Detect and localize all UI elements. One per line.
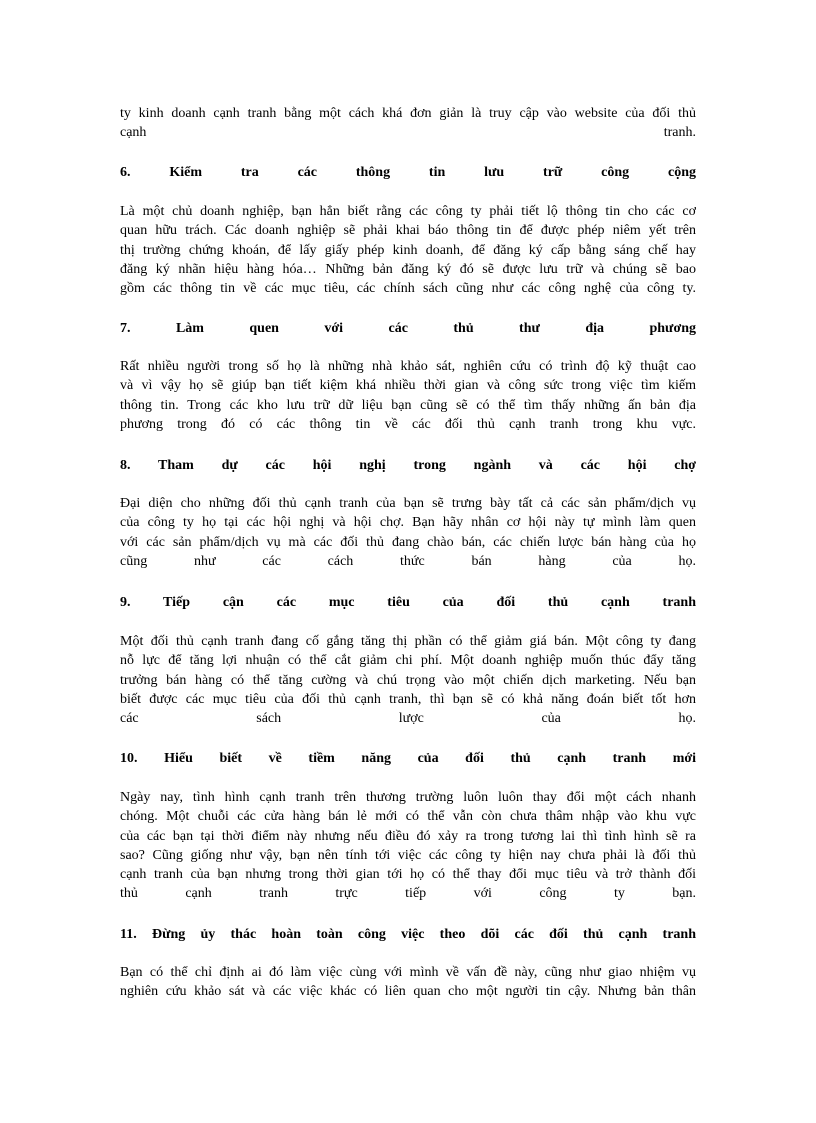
paragraph-line: Ngày nay, tình hình cạnh tranh trên thương trường luôn luôn thay đổi một cách nhanh (120, 790, 696, 805)
section-heading-7: 7. Làm quen với các thủ thư địa phương (120, 321, 696, 336)
paragraph-line: biết được các mục tiêu của đối thủ cạnh tranh, thì bạn sẽ có khả năng đoán biết tốt hơn (120, 691, 696, 707)
paragraph-line: với các sản phẩm/dịch vụ mà các đối thủ đang chào bán, các chiến lược bán hàng của họ (120, 534, 696, 550)
paragraph-line: thông tin. Trong các kho lưu trữ dữ liệu bạn cũng sẽ có thể tìm thấy những ấn bản địa (120, 397, 696, 413)
paragraph-line: cạnh tranh của bạn nhưng trong thời gian tới họ có thể thay đổi mục tiêu và trở thành đối (120, 867, 696, 883)
paragraph-line: và vì vậy họ sẽ giúp bạn tiết kiệm khá nhiều thời gian và công sức trong việc tìm kiếm (120, 378, 696, 394)
paragraph-line: nỗ lực để tăng lợi nhuận có thể cắt giảm chi phí. Một doanh nghiệp muốn thúc đẩy tăng (120, 653, 696, 669)
paragraph-line: trưởng bán hàng có thể tăng cường và chú trọng vào một chiến dịch marketing. Nếu bạn (120, 672, 696, 688)
paragraph-line: cũng như các cách thức bán hàng của họ. (120, 553, 696, 569)
paragraph-line: Bạn có thể chỉ định ai đó làm việc cùng với mình về vấn đề này, cũng như giao nhiệm vụ (120, 965, 696, 980)
section-paragraph-10 (120, 788, 696, 904)
paragraph-line: thị trường chứng khoán, để lấy giấy phép kinh doanh, để đăng ký cấp bằng sáng chế hay (120, 242, 696, 258)
paragraph-line: Một đối thủ cạnh tranh đang cố gắng tăng thị phần có thể giảm giá bán. Một công ty đang (120, 634, 696, 649)
section-paragraph-11 (120, 963, 696, 1002)
section-paragraph-7 (120, 357, 696, 434)
paragraph-line: cạnh tranh. (120, 125, 696, 141)
section-paragraph-6 (120, 202, 696, 298)
paragraph-line: ty kinh doanh cạnh tranh bằng một cách khá đơn giản là truy cập vào website của đối thủ (120, 106, 696, 121)
section-heading-8: 8. Tham dự các hội nghị trong ngành và các hội chợ (120, 458, 696, 473)
paragraph-line: gồm các thông tin về các mục tiêu, các chính sách cũng như các công nghệ của công ty. (120, 281, 696, 297)
paragraph-line: của công ty họ tại các hội nghị và hội chợ. Bạn hãy nhân cơ hội này tự mình làm quen (120, 515, 696, 531)
paragraph-line: quan hữu trách. Các doanh nghiệp sẽ phải khai báo thông tin để được phép niêm yết trên (120, 223, 696, 239)
section-heading-11: 11. Đừng ủy thác hoàn toàn công việc theo dõi các đối thủ cạnh tranh (120, 927, 696, 942)
paragraph-line: các sách lược của họ. (120, 711, 696, 727)
paragraph-line: nghiên cứu khảo sát và các việc khác có liên quan cho một người tin cậy. Nhưng bản thân (120, 984, 696, 1000)
section-heading-6: 6. Kiểm tra các thông tin lưu trữ công cộng (120, 165, 696, 180)
paragraph-line: Rất nhiều người trong số họ là những nhà khảo sát, nghiên cứu có trình độ kỹ thuật cao (120, 359, 696, 374)
paragraph-line: chóng. Một chuỗi các cửa hàng bán lẻ mới có thể vẫn còn chưa thâm nhập vào khu vực (120, 809, 696, 825)
paragraph-line: phương trong đó có các thông tin về các đối thủ cạnh tranh trong khu vực. (120, 416, 696, 432)
section-paragraph-8 (120, 494, 696, 571)
intro-paragraph (120, 104, 696, 143)
section-heading-9: 9. Tiếp cận các mục tiêu của đối thủ cạnh tranh (120, 595, 696, 610)
paragraph-line: Đại diện cho những đối thủ cạnh tranh của bạn sẽ trưng bày tất cả các sản phẩm/dịch vụ (120, 496, 696, 511)
paragraph-line: Là một chủ doanh nghiệp, bạn hẳn biết rằng các công ty phải tiết lộ thông tin cho các cơ (120, 204, 696, 219)
paragraph-line: thủ cạnh tranh trực tiếp với công ty bạn. (120, 886, 696, 902)
section-paragraph-9 (120, 632, 696, 728)
paragraph-line: sao? Cũng giống như vậy, bạn nên tính tới việc các công ty hiện nay chưa phải là đối thủ (120, 847, 696, 863)
paragraph-line: đăng ký nhãn hiệu hàng hóa… Những bản đăng ký đó sẽ được lưu trữ và chúng sẽ bao (120, 261, 696, 277)
paragraph-line: của các bạn tại thời điểm này nhưng nếu điều đó xảy ra trong tương lai thì tình hình sẽ ra (120, 828, 696, 844)
section-heading-10: 10. Hiểu biết về tiềm năng của đối thủ cạnh tranh mới (120, 751, 696, 766)
